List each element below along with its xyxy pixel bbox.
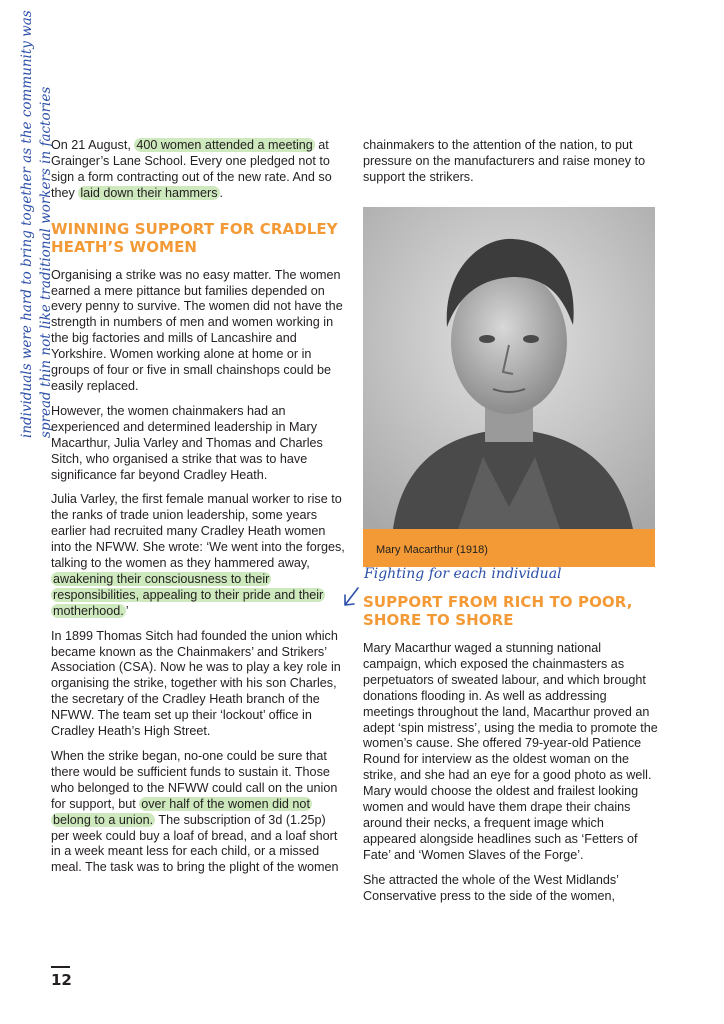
heading-support-rich-poor: SUPPORT FROM RICH TO POOR, SHORE TO SHORE: [363, 593, 633, 629]
page-number-rule: [51, 966, 70, 968]
paragraph-meeting: On 21 August, 400 women attended a meeting at Grainger’s Lane School. Every one pledged not to sign a form contracting out of the new rate. And so they laid down their hammers .: [51, 138, 332, 200]
handwritten-arrow-note: Fighting for each individual: [364, 566, 562, 582]
highlight-over-half: over half of the women did not belong to a union.: [53, 796, 310, 827]
paragraph-julia-varley: Julia Varley, the first female manual worker to rise to the ranks of trade union leadership, some years earlier had recruited many Cradley Heath women into the NFWW. She wrote: ‘We went into the forges, talking to the women as they hammered away, awakening their consciousness to their responsibilities, appealing to their pride and their motherhood. ’: [51, 492, 345, 618]
paragraph-press: She attracted the whole of the West Midlands’ Conservative press to the side of the women,: [363, 872, 619, 903]
left-column: [51, 138, 346, 876]
margin-note-line-2: spread thin not like traditional workers in factories: [38, 86, 54, 438]
highlight-laid-down-hammers: laid down their hammers: [80, 185, 218, 200]
highlight-400-women: 400 women attended a meeting: [136, 138, 313, 152]
highlight-awakening-consciousness: awakening their consciousness to their responsibilities, appealing to their pride and their motherhood.: [53, 571, 324, 618]
paragraph-leadership: However, the women chainmakers had an experienced and determined leadership in Mary Macarthur, Julia Varley and Thomas and Charles Sitch, who organised a strike that was to have significance far beyond Cradley Heath.: [51, 403, 323, 482]
margin-note-line-1: individuals were hard to bring together as the community was: [19, 10, 35, 438]
right-column-top: [363, 138, 658, 195]
handwritten-arrow-icon: [340, 585, 362, 611]
paragraph-strike-funds: When the strike began, no-one could be sure that there would be sufficient funds to sustain it. Those who belonged to the NFWW could call on the union for support, but over half of the women did not belong to a union. The subscription of 3d (1.25p) per week could buy a loaf of bread, and a loaf short in a week meant less for each child, or a missed meal. The task was to bring the plight of the women: [51, 749, 339, 875]
photo-caption: Mary Macarthur (1918): [376, 544, 488, 556]
portrait-illustration: [363, 207, 655, 529]
photo-figure: [363, 207, 655, 567]
paragraph-organising-strike: Organising a strike was no easy matter. The women earned a mere pittance but families depended on every penny to survive. The women did not have the strength in numbers of men and women working in the big factories and mills of Lancashire and Yorkshire. Women working alone at home or in groups of four or five in small chainshops could be easily replaced.: [51, 267, 343, 393]
page-number: 12: [51, 971, 72, 989]
paragraph-attention-nation: chainmakers to the attention of the nation, to put pressure on the manufacturers and raise money to support the strikers.: [363, 138, 646, 184]
paragraph-thomas-sitch: In 1899 Thomas Sitch had founded the union which became known as the Chainmakers’ and Strikers’ Association (CSA). Now he was to play a key role in organising the strike, together with his son Charles, the secretary of the Cradley Heath branch of the NFWW. The team set up their ‘lockout’ office in Cradley Heath’s High Street.: [51, 628, 341, 739]
mary-macarthur-portrait: [363, 207, 655, 529]
paragraph-national-campaign: Mary Macarthur waged a stunning national campaign, which exposed the chainmasters as perpetuators of sweated labour, and which brought donations flooding in. As well as addressing meetings throughout the land, Macarthur proved an adept ‘spin mistress’, using the media to promote the women’s cause. She offered 79-year-old Patience Round for interview as the oldest woman on the strike, and she had an eye for a good photo as well. Mary would choose the oldest and frailest looking women and would have them drape their chains around their necks, a frequent image which appeared alongside headlines such as ‘Fetters of Fate’ and ‘Women Slaves of the Forge’.: [363, 641, 658, 862]
heading-winning-support: WINNING SUPPORT FOR CRADLEY HEATH’S WOMEN: [51, 219, 338, 256]
right-column-bottom: [363, 593, 658, 905]
